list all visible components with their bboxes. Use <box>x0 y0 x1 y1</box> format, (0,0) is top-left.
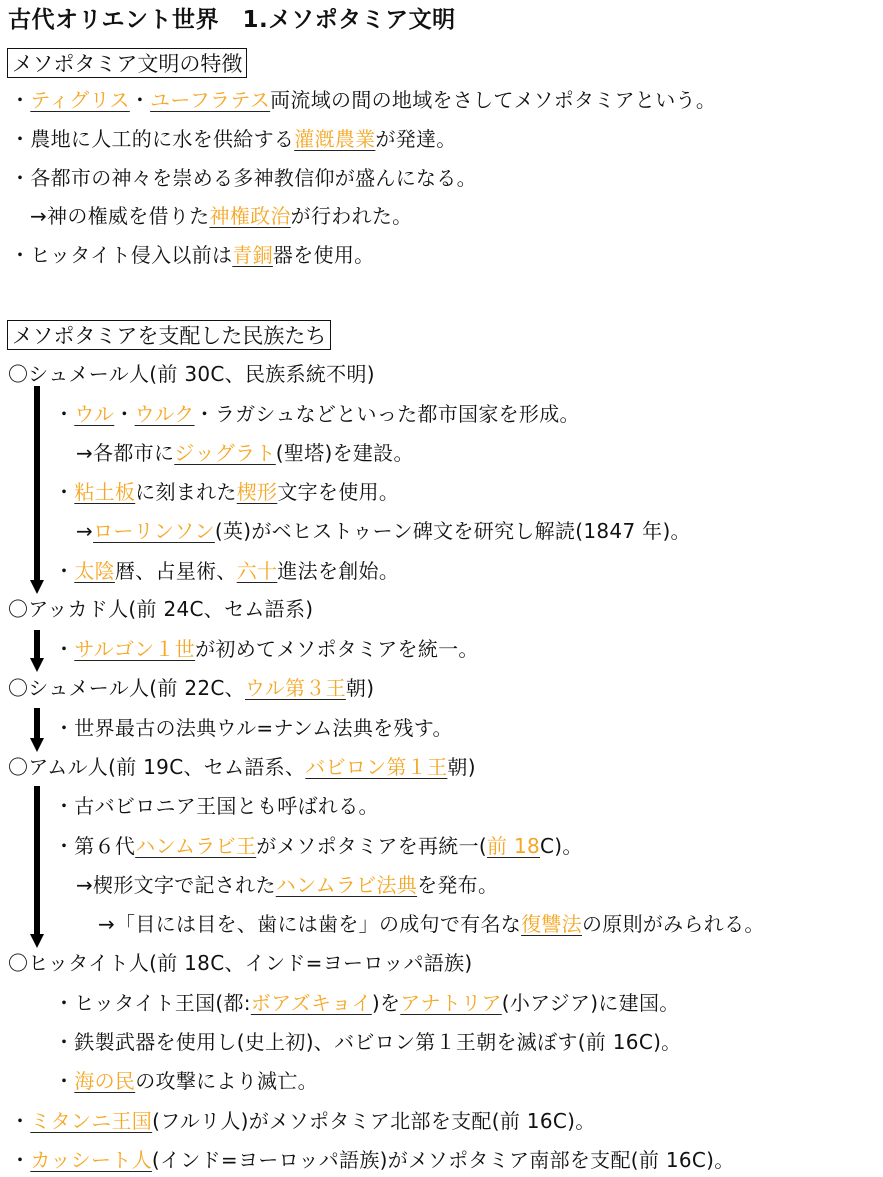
text-segment: ・第６代 <box>54 834 136 858</box>
text-segment: →神の権威を借りた <box>30 204 210 228</box>
text-segment: 暦、占星術、 <box>114 559 237 583</box>
people-line <box>10 1143 735 1177</box>
people-line <box>8 946 473 980</box>
people-line <box>54 986 680 1020</box>
people-line <box>54 475 399 509</box>
text-segment: が発達。 <box>375 127 457 151</box>
text-segment: に刻まれた <box>135 480 237 504</box>
keyword-term: ハンムラビ法典 <box>275 873 418 897</box>
text-segment: ・農地に人工的に水を供給する <box>10 127 295 151</box>
people-line <box>8 671 374 705</box>
keyword-term: ボアズキョイ <box>250 991 372 1015</box>
feature-line <box>10 161 477 195</box>
text-segment: ・ <box>54 402 75 426</box>
text-segment: (インド=ヨーロッパ語族)がメソポタミア南部を支配(前 16C)。 <box>151 1148 735 1172</box>
text-segment: ・ <box>10 1148 31 1172</box>
text-segment: 〇アムル人(前 19C、セム語系、 <box>8 755 306 779</box>
people-line <box>54 1025 681 1059</box>
page-title: 古代オリエント世界 1.メソポタミア文明 <box>8 7 456 33</box>
keyword-term: 六十 <box>236 559 278 583</box>
text-segment: →各都市に <box>76 441 175 465</box>
text-segment: 〇ヒッタイト人(前 18C、インド=ヨーロッパ語族) <box>8 951 473 975</box>
people-line <box>54 711 453 745</box>
keyword-term: アナトリア <box>400 991 502 1015</box>
text-segment: 進法を創始。 <box>277 559 400 583</box>
text-segment: (聖塔)を建設。 <box>275 441 414 465</box>
text-segment: ・ <box>54 559 75 583</box>
text-segment: ・ <box>54 480 75 504</box>
text-segment: ・鉄製武器を使用し(史上初)、バビロン第１王朝を滅ぼす(前 16C)。 <box>54 1030 682 1054</box>
text-segment: ・ヒッタイト侵入以前は <box>10 243 233 267</box>
text-segment: 〇シュメール人(前 22C、 <box>8 676 245 700</box>
keyword-term: 復讐法 <box>521 912 582 936</box>
keyword-term: 神権政治 <box>209 204 291 228</box>
text-segment: ・各都市の神々を崇める多神教信仰が盛んになる。 <box>10 166 477 190</box>
people-line <box>54 554 399 588</box>
text-segment: 両流域の間の地域をさしてメソポタミアという。 <box>270 88 717 112</box>
people-line <box>76 868 498 902</box>
text-segment: ・ <box>54 637 75 661</box>
keyword-term: ウル <box>74 402 115 426</box>
text-segment: ・ヒッタイト王国(都: <box>54 991 251 1015</box>
text-segment: ・ <box>10 1109 31 1133</box>
people-line <box>54 397 580 431</box>
people-line <box>54 829 583 863</box>
text-segment: ・ <box>114 402 135 426</box>
features-heading: メソポタミア文明の特徴 <box>7 48 247 78</box>
keyword-term: ユーフラテス <box>150 88 271 112</box>
people-line <box>8 357 375 391</box>
keyword-term: サルゴン１世 <box>74 637 196 661</box>
text-segment: C)。 <box>540 834 583 858</box>
text-segment: ・ <box>54 1069 75 1093</box>
people-line <box>10 1104 596 1138</box>
text-segment: 朝) <box>345 676 375 700</box>
people-line <box>54 632 479 666</box>
text-segment: の攻撃により滅亡。 <box>135 1069 318 1093</box>
text-segment: 朝) <box>447 755 476 779</box>
text-segment: 文字を使用。 <box>277 480 400 504</box>
people-line <box>98 907 765 941</box>
people-line <box>8 750 476 784</box>
keyword-term: ウルク <box>134 402 195 426</box>
down-arrow-icon <box>30 786 44 948</box>
people-line <box>54 1064 318 1098</box>
text-segment: →楔形文字で記された <box>76 873 276 897</box>
text-segment: ・ラガシュなどといった都市国家を形成。 <box>194 402 580 426</box>
text-segment: を発布。 <box>417 873 499 897</box>
text-segment: (英)がベヒストゥーン碑文を研究し解読(1847 年)。 <box>214 519 691 543</box>
feature-line <box>10 83 716 117</box>
text-segment: ・ <box>10 88 31 112</box>
keyword-term: 灌漑農業 <box>294 127 376 151</box>
text-segment: が行われた。 <box>290 204 413 228</box>
text-segment: ・古バビロニア王国とも呼ばれる。 <box>54 794 379 818</box>
keyword-term: ジッグラト <box>174 441 276 465</box>
keyword-term: 青銅 <box>232 243 273 267</box>
feature-line <box>10 238 374 272</box>
text-segment: 器を使用。 <box>272 243 375 267</box>
people-line <box>76 436 414 470</box>
text-segment: (フルリ人)がメソポタミア北部を支配(前 16C)。 <box>152 1109 596 1133</box>
text-segment: →「目には目を、歯には歯を」の成句で有名な <box>98 912 522 936</box>
keyword-term: ミタンニ王国 <box>30 1109 153 1133</box>
text-segment: が初めてメソポタミアを統一。 <box>195 637 479 661</box>
keyword-term: ローリンソン <box>93 519 215 543</box>
text-segment: (小アジア)に建国。 <box>501 991 680 1015</box>
down-arrow-icon <box>30 386 44 594</box>
keyword-term: ウル第３王 <box>244 676 346 700</box>
text-segment: ・ <box>129 88 151 112</box>
people-line <box>54 789 379 823</box>
keyword-term: 太陰 <box>74 559 115 583</box>
keyword-term: 前 18 <box>487 834 541 858</box>
feature-line <box>30 199 412 233</box>
keyword-term: バビロン第１王 <box>305 755 448 779</box>
text-segment: 〇シュメール人(前 30C、民族系統不明) <box>8 362 375 386</box>
down-arrow-icon <box>30 708 44 752</box>
keyword-term: ハンムラビ王 <box>135 834 257 858</box>
people-line <box>76 514 691 548</box>
text-segment: → <box>76 519 94 543</box>
feature-line <box>10 122 457 156</box>
peoples-heading: メソポタミアを支配した民族たち <box>7 320 331 350</box>
keyword-term: 海の民 <box>74 1069 136 1093</box>
text-segment: 〇アッカド人(前 24C、セム語系) <box>8 597 314 621</box>
text-segment: の原則がみられる。 <box>581 912 765 936</box>
down-arrow-icon <box>30 630 44 672</box>
text-segment: がメソポタミアを再統一( <box>256 834 488 858</box>
keyword-term: カッシート人 <box>30 1148 152 1172</box>
keyword-term: ティグリス <box>30 88 130 112</box>
text-segment: )を <box>371 991 401 1015</box>
keyword-term: 粘土板 <box>74 480 136 504</box>
keyword-term: 楔形 <box>236 480 278 504</box>
text-segment: ・世界最古の法典ウル=ナンム法典を残す。 <box>54 716 453 740</box>
people-line <box>8 592 313 626</box>
